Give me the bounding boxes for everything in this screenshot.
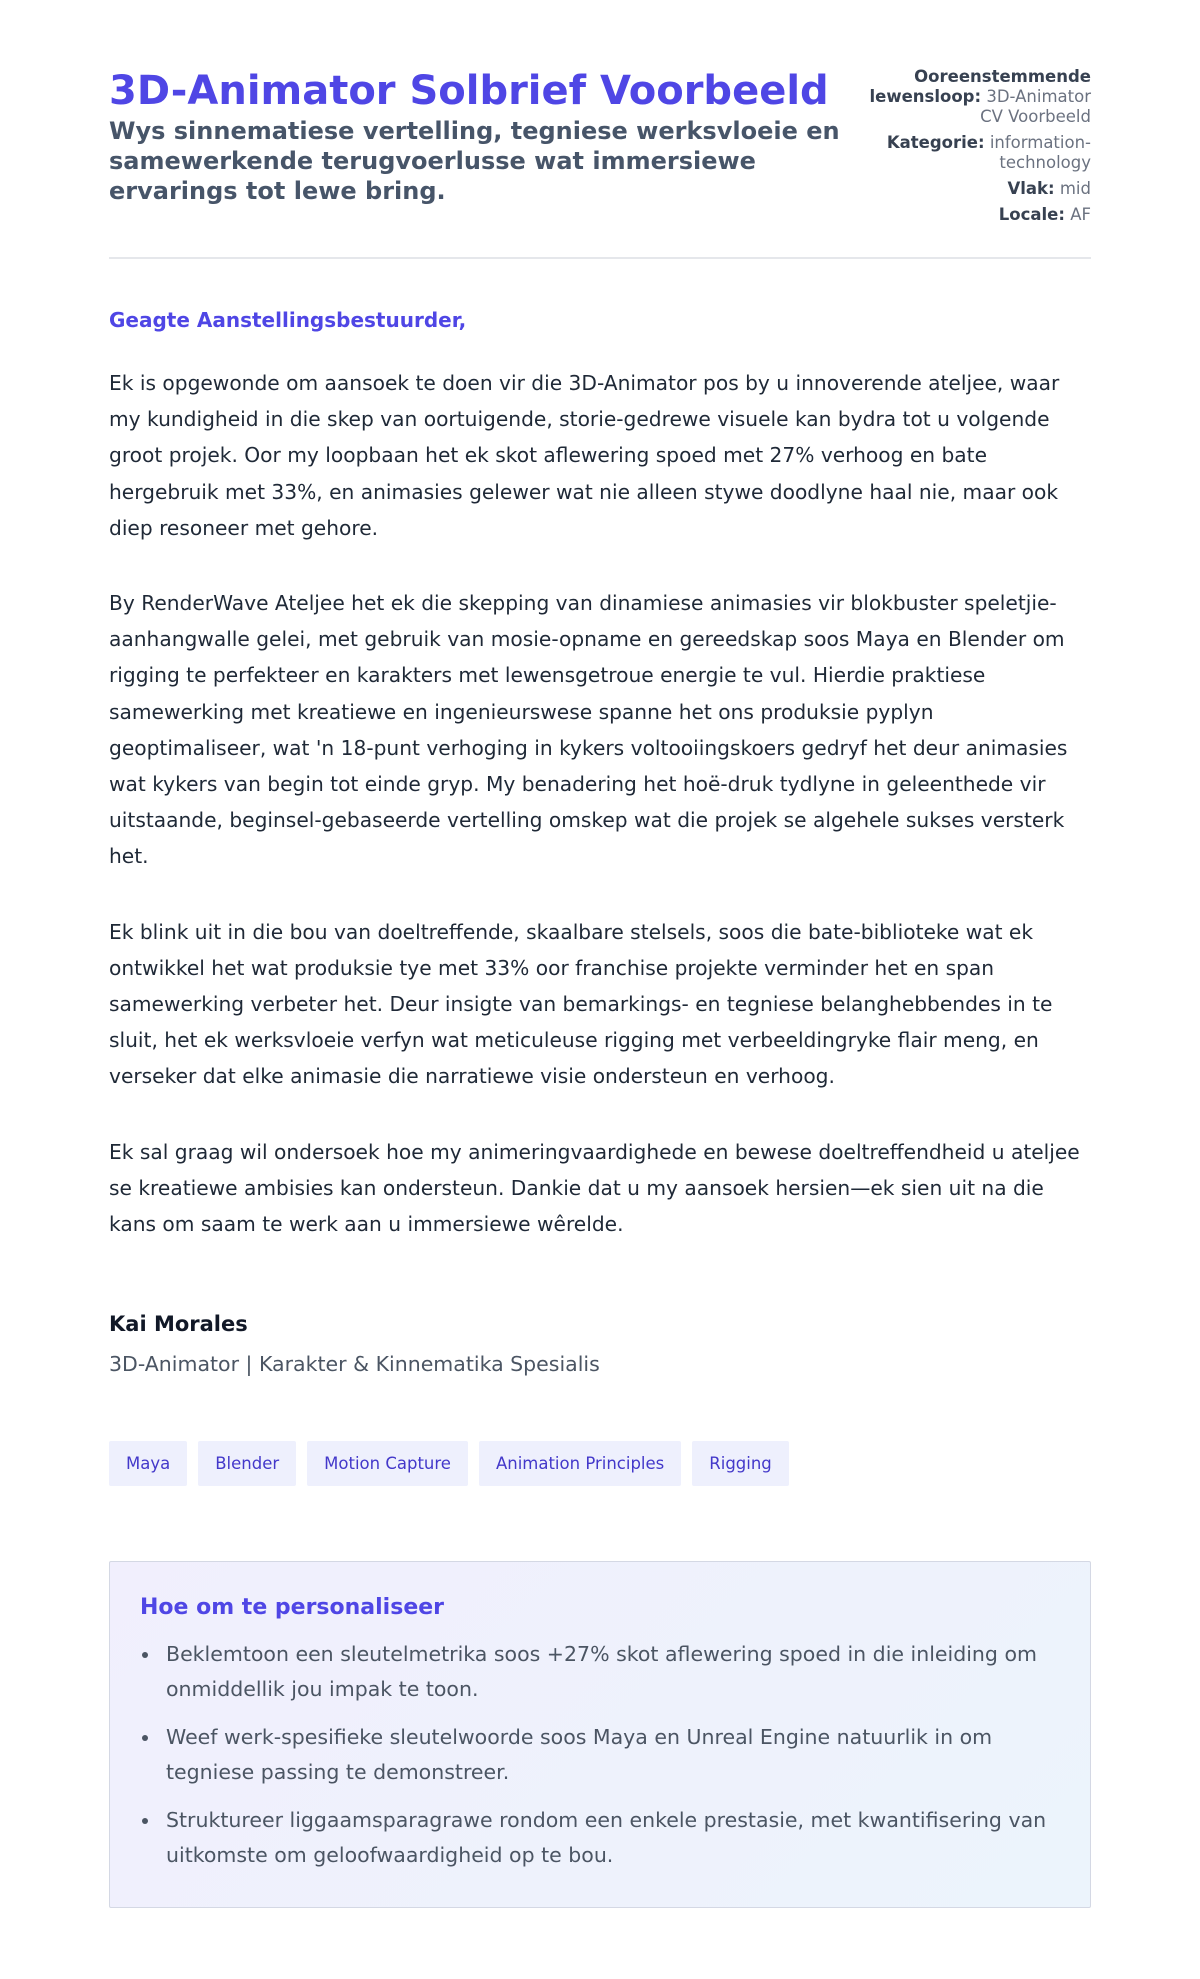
meta-locale-value: AF — [1070, 205, 1091, 224]
meta-locale — [859, 205, 1091, 225]
meta-category-value: information-technology — [989, 133, 1091, 172]
signature-role: 3D-Animator | Karakter & Kinnematika Spesialis — [109, 1352, 600, 1377]
tip-item: Beklemtoon een sleutelmetrika soos +27% skot aflewering spoed in die inleiding om onmiddellik jou impak te toon. — [140, 1637, 1060, 1707]
skill-tag: Blender — [198, 1441, 296, 1486]
letter-greeting: Geagte Aanstellingsbestuurder, — [109, 308, 467, 332]
letter-paragraph: Ek blink uit in die bou van doeltreffende, skaalbare stelsels, soos die bate-biblioteke wat ek ontwikkel het wat produksie tye met 33% oor franchise projekte verminder het en span samewerking verbeter het. Deur insigte van bemarkings- en tegniese belanghebbendes in te sluit, het ek werksvloeie verfyn wat meticuleuse rigging met verbeeldingryke flair meng, en verseker dat elke animasie die narratiewe visie ondersteun en verhoog. — [109, 919, 1053, 1089]
meta-panel — [859, 67, 1091, 231]
meta-category-label: Kategorie: — [886, 133, 985, 152]
letter-paragraph: Ek is opgewonde om aansoek te doen vir die 3D-Animator pos by u innoverende ateljee, waar my kundigheid in die skep van oortuigende, storie-gedrewe visuele kan bydra tot u volgende groot projek. Oor my loopbaan het ek skot aflewering spoed met 27% verhoog en bate hergebruik met 33%, en animasies gelewer wat nie alleen stywe doodlyne haal nie, maar ook diep resoneer met gehore. — [109, 371, 1060, 540]
skill-tag: Animation Principles — [479, 1441, 681, 1486]
header — [109, 0, 1091, 259]
meta-level-label: Vlak: — [1007, 179, 1055, 198]
meta-level-value: mid — [1059, 179, 1091, 198]
meta-matching-cv — [859, 67, 1091, 127]
meta-level — [859, 179, 1091, 199]
meta-matching-cv-label: Ooreenstemmende lewensloop: — [869, 67, 1091, 106]
signature — [109, 1310, 1091, 1378]
tip-item: Weef werk-spesifieke sleutelwoorde soos Maya en Unreal Engine natuurlik in om tegniese passing te demonstreer. — [140, 1720, 1060, 1790]
title-block — [109, 66, 869, 206]
page-subtitle: Wys sinnematiese vertelling, tegniese werksvloeie en samewerkende terugvoerlusse wat immersiewe ervarings tot lewe bring. — [109, 117, 840, 205]
letter-paragraph: By RenderWave Ateljee het ek die skepping van dinamiese animasies vir blokbuster speletjie-aanhangwalle gelei, met gebruik van mosie-opname en gereedskap soos Maya en Blender om rigging te perfekteer en karakters met lewensgetroue energie te vul. Hierdie praktiese samewerking met kreatiewe en ingenieurswese spanne het ons produksie pyplyn geoptimaliseer, wat 'n 18-punt verhoging in kykers voltooiingskoers gedryf het deur animasies wat kykers van begin tot einde gryp. My benadering het hoë-druk tydlyne in geleenthede vir uitstaande, beginsel-gebaseerde vertelling omskep wat die projek se algehele sukses versterk het. — [109, 591, 1068, 869]
meta-category — [859, 133, 1091, 173]
personalize-tips-box — [109, 1561, 1091, 1908]
letter-paragraph: Ek sal graag wil ondersoek hoe my animeringvaardighede en bewese doeltreffendheid u ateljee se kreatiewe ambisies kan ondersteun. Dankie dat u my aansoek hersien—ek sien uit na die kans om saam te werk aan u immersiewe wêrelde. — [109, 1139, 1080, 1237]
skill-tag: Rigging — [692, 1441, 789, 1486]
skill-tag: Motion Capture — [307, 1441, 468, 1486]
letter-body — [109, 259, 1091, 1242]
signature-name: Kai Morales — [109, 1312, 248, 1337]
skill-tag: Maya — [109, 1441, 187, 1486]
tips-title: Hoe om te personaliseer — [140, 1595, 445, 1621]
skill-tags — [109, 1441, 1091, 1486]
tip-item: Struktureer liggaamsparagrawe rondom een enkele prestasie, met kwantifisering van uitkomste om geloofwaardigheid op te bou. — [140, 1803, 1060, 1873]
meta-matching-cv-value: 3D-Animator CV Voorbeeld — [980, 87, 1091, 126]
tips-list — [140, 1637, 1060, 1873]
meta-locale-label: Locale: — [998, 205, 1065, 224]
page-title: 3D-Animator Solbrief Voorbeeld — [109, 68, 829, 114]
